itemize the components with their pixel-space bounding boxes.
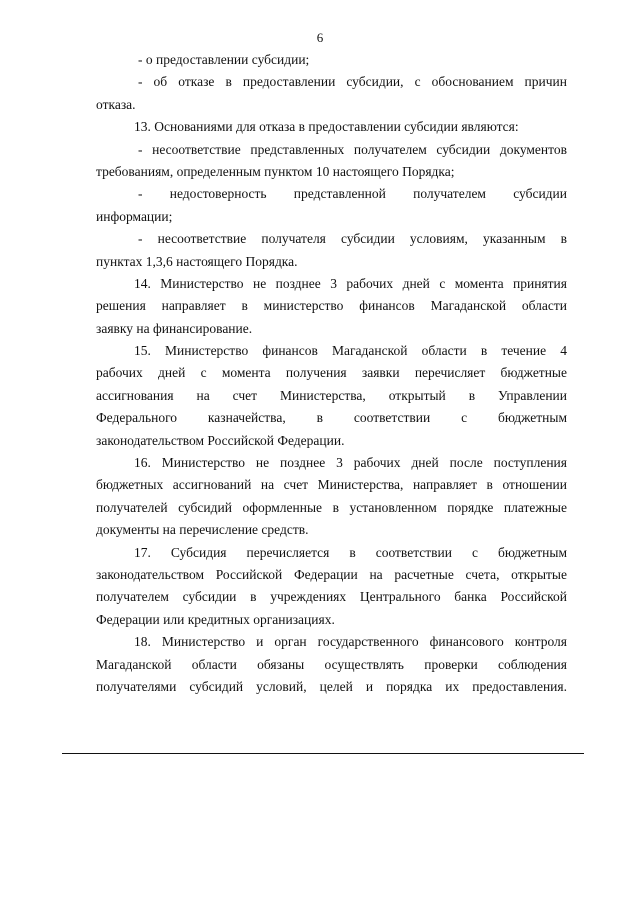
page-number: 6: [316, 30, 324, 45]
text-line: требованиям, определенным пунктом 10 настоящего Порядка;: [96, 163, 455, 179]
text-line: 14. Министерство не позднее 3 рабочих дней с момента принятия: [134, 275, 567, 291]
text-line: информации;: [96, 208, 173, 224]
document-body: [96, 49, 567, 698]
text-line: Федерального казначейства, в соответствии с бюджетным: [96, 410, 567, 426]
text-line: - несоответствие получателя субсидии условиям, указанным в: [138, 231, 567, 247]
text-line: - недостоверность представленной получателем субсидии: [138, 186, 567, 202]
text-line: отказа.: [96, 96, 136, 112]
text-line: получателями субсидий условий, целей и порядка их предоставления.: [96, 678, 567, 694]
text-line: 18. Министерство и орган государственного финансового контроля: [134, 634, 567, 650]
text-line: решения направляет в министерство финансов Магаданской области: [96, 298, 567, 314]
text-line: - о предоставлении субсидии;: [138, 52, 310, 67]
text-line: законодательством Российской Федерации.: [96, 432, 345, 448]
text-line: 16. Министерство не позднее 3 рабочих дней после поступления: [134, 455, 567, 471]
text-line: законодательством Российской Федерации на расчетные счета, открытые: [96, 566, 567, 582]
text-line: пунктах 1,3,6 настоящего Порядка.: [96, 253, 298, 269]
text-line: заявку на финансирование.: [96, 320, 253, 336]
text-line: ассигнования на счет Министерства, открытый в Управлении: [96, 387, 567, 403]
text-line: бюджетных ассигнований на счет Министерства, направляет в отношении: [96, 477, 567, 493]
text-line: - об отказе в предоставлении субсидии, с обоснованием причин: [138, 74, 567, 90]
text-line: рабочих дней с момента получения заявки перечисляет бюджетные: [96, 365, 567, 381]
text-line: Федерации или кредитных организациях.: [96, 611, 335, 627]
text-line: получателем субсидии в учреждениях Центрального банка Российской: [96, 589, 567, 605]
text-line: 15. Министерство финансов Магаданской области в течение 4: [134, 343, 567, 359]
text-line: Магаданской области обязаны осуществлять проверки соблюдения: [96, 656, 567, 672]
text-line: получателей субсидий оформленные в установленном порядке платежные: [96, 499, 567, 515]
text-line: 17. Субсидия перечисляется в соответствии с бюджетным: [134, 544, 567, 560]
text-line: - несоответствие представленных получателем субсидии документов: [138, 141, 567, 157]
text-line: 13. Основаниями для отказа в предоставлении субсидии являются:: [134, 119, 519, 135]
footer-rule: [62, 753, 584, 754]
text-line: документы на перечисление средств.: [96, 522, 309, 538]
